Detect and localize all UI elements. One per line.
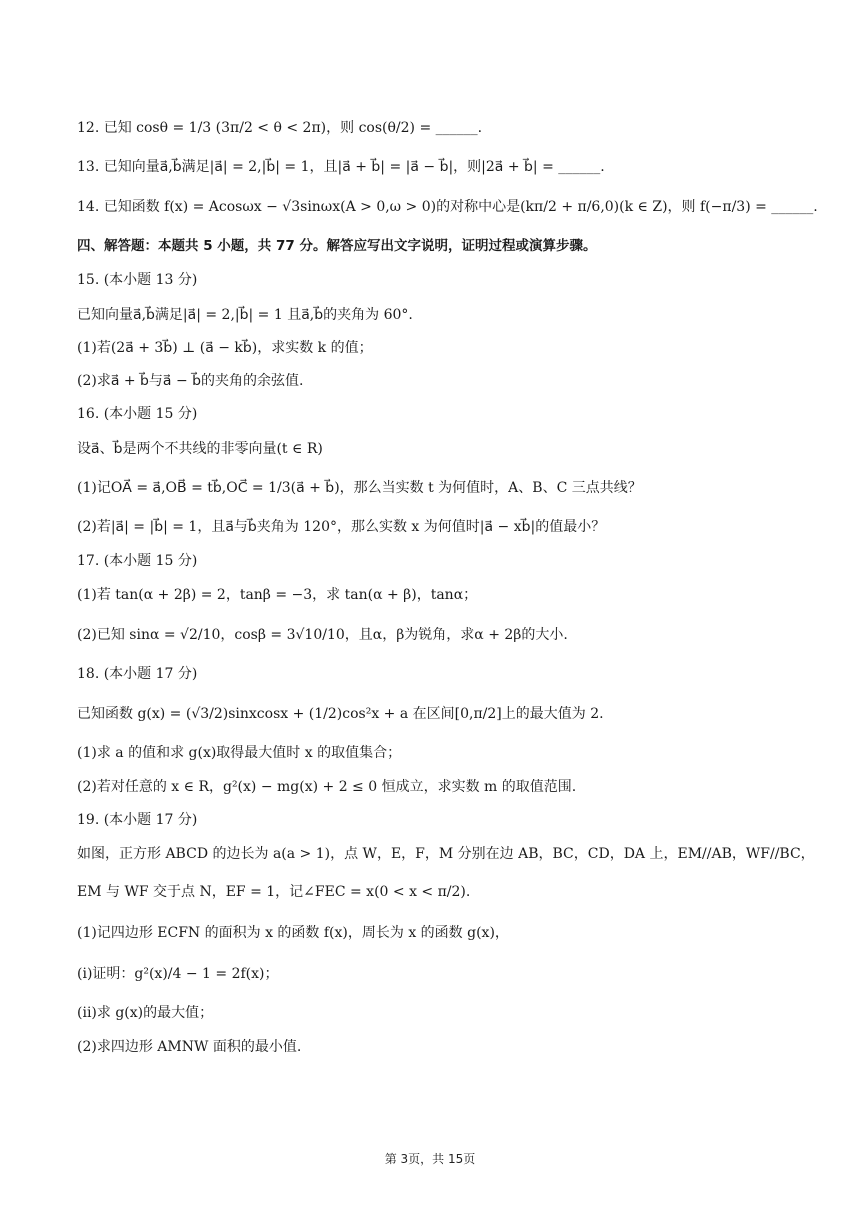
question-19-header: 19. (本小题 17 分) (77, 812, 198, 828)
question-17-part-2: (2)已知 sinα = √2/10，cosβ = 3√10/10，且α，β为锐角，求α + 2β的大小. (77, 627, 568, 643)
question-17-part-1: (1)若 tan(α + 2β) = 2，tanβ = −3，求 tan(α + β)，tanα； (77, 587, 478, 603)
question-15-header: 15. (本小题 13 分) (77, 272, 198, 288)
question-12: 12. 已知 cosθ = 1/3 (3π/2 < θ < 2π)，则 cos(θ/2) = ______. (77, 120, 483, 136)
question-16-part-2: (2)若|a⃗| = |b⃗| = 1，且a⃗与b⃗夹角为 120°，那么实数 x 为何值时|a⃗ − xb⃗|的值最小？ (77, 519, 606, 535)
question-16-stem: 设a⃗、b⃗是两个不共线的非零向量(t ∈ R) (77, 441, 323, 457)
question-15-part-1: (1)若(2a⃗ + 3b⃗) ⊥ (a⃗ − kb⃗)，求实数 k 的值； (77, 340, 373, 356)
question-15-stem: 已知向量a⃗,b⃗满足|a⃗| = 2,|b⃗| = 1 且a⃗,b⃗的夹角为 60°. (77, 307, 413, 323)
question-19-part-1: (1)记四边形 ECFN 的面积为 x 的函数 f(x)，周长为 x 的函数 g(x)， (77, 925, 509, 941)
question-19-part-2: (2)求四边形 AMNW 面积的最小值. (77, 1039, 302, 1055)
question-18-part-1: (1)求 a 的值和求 g(x)取得最大值时 x 的取值集合； (77, 745, 402, 761)
question-18-header: 18. (本小题 17 分) (77, 666, 198, 682)
page-footer: 第 3页，共 15页 (384, 1152, 476, 1166)
question-17-header: 17. (本小题 15 分) (77, 553, 198, 569)
question-18-part-2: (2)若对任意的 x ∈ R，g²(x) − mg(x) + 2 ≤ 0 恒成立，求实数 m 的取值范围. (77, 779, 577, 795)
question-19-stem-line-1: 如图，正方形 ABCD 的边长为 a(a > 1)，点 W，E，F，M 分别在边 AB，BC，CD，DA 上，EM//AB，WF//BC， (77, 846, 815, 862)
question-16-part-1: (1)记OA⃗ = a⃗,OB⃗ = tb⃗,OC⃗ = 1/3(a⃗ + b⃗)，那么当实数 t 为何值时，A、B、C 三点共线？ (77, 480, 642, 496)
question-18-stem: 已知函数 g(x) = (√3/2)sinxcosx + (1/2)cos²x + a 在区间[0,π/2]上的最大值为 2. (77, 706, 604, 722)
question-14: 14. 已知函数 f(x) = Acosωx − √3sinωx(A > 0,ω > 0)的对称中心是(kπ/2 + π/6,0)(k ∈ Z)，则 f(−π/3) = ______. (77, 199, 818, 215)
question-15-part-2: (2)求a⃗ + b⃗与a⃗ − b⃗的夹角的余弦值. (77, 373, 304, 389)
question-19-part-1-i: (i)证明：g²(x)/4 − 1 = 2f(x)； (77, 966, 279, 982)
question-16-header: 16. (本小题 15 分) (77, 406, 198, 422)
section-heading: 四、解答题：本题共 5 小题，共 77 分。解答应写出文字说明，证明过程或演算步骤。 (77, 238, 597, 254)
question-13: 13. 已知向量a⃗,b⃗满足|a⃗| = 2,|b⃗| = 1，且|a⃗ + b⃗| = |a⃗ − b⃗|，则|2a⃗ + b⃗| = ______. (77, 159, 605, 175)
question-19-part-1-ii: (ii)求 g(x)的最大值； (77, 1005, 214, 1021)
question-19-stem-line-2: EM 与 WF 交于点 N，EF = 1，记∠FEC = x(0 < x < π/2). (77, 884, 471, 900)
